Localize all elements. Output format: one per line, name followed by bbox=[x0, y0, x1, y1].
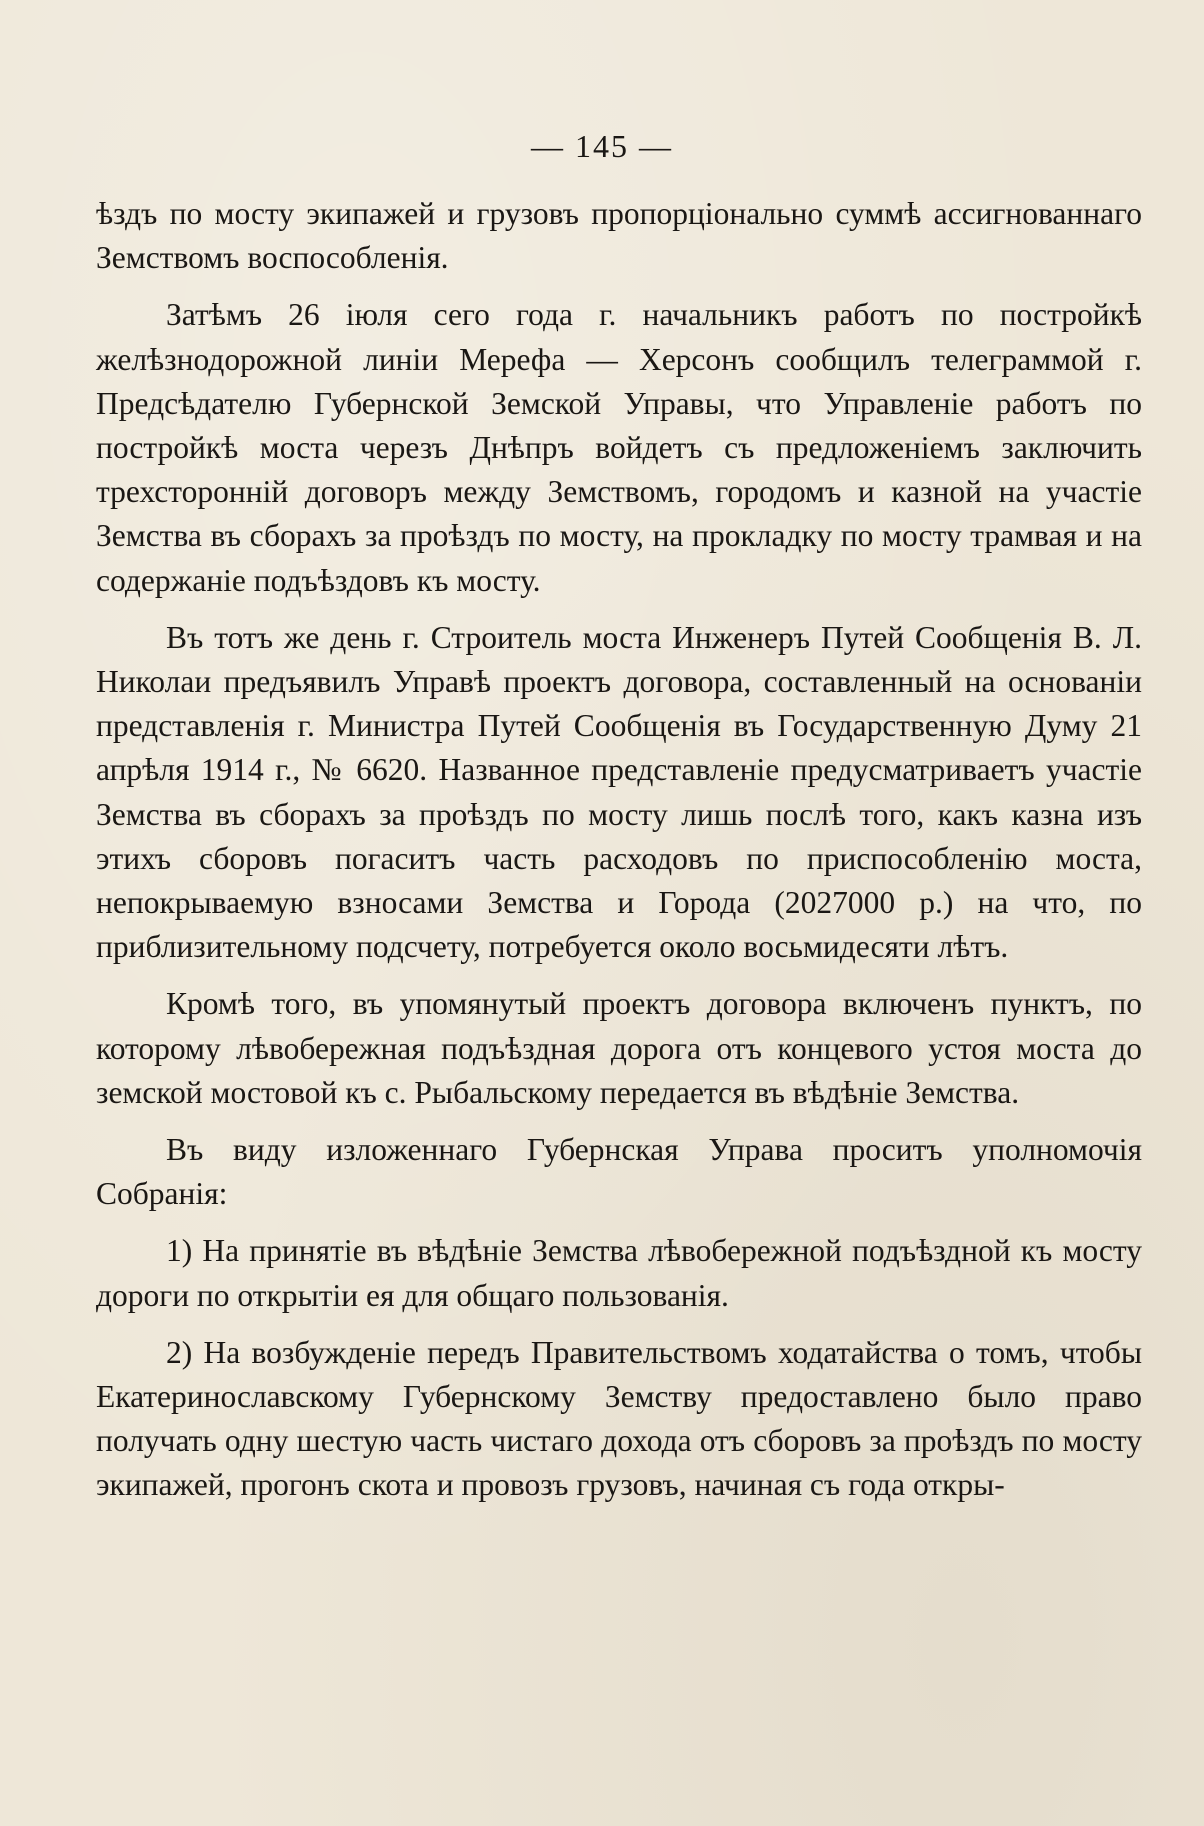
paragraph-request: Въ виду изложеннаго Губернская Управа проситъ уполномочія Собранія: bbox=[96, 1132, 1142, 1212]
paragraph-continuation: ѣздъ по мосту экипажей и грузовъ пропорціонально суммѣ ассигнованнаго Земствомъ воспособленія. bbox=[96, 196, 1142, 276]
paragraph-contract-draft: Въ тотъ же день г. Строитель моста Инженеръ Путей Сообщенія В. Л. Николаи предъявилъ Управѣ проектъ договора, составленный на основаніи представленія г. Министра Путей Сообщенія въ Государственную Думу 21 апрѣля 1914 г., № 6620. Названное представленіе предусматриваетъ участіе Земства въ сборахъ за проѣздъ по мосту лишь послѣ того, какъ казна изъ этихъ сборовъ погаситъ часть расходовъ по приспособленію моста, непокрываемую взносами Земства и Города (2027000 р.) на что, по приблизительному подсчету, потребуется около восьмидесяти лѣтъ. bbox=[96, 619, 1142, 965]
paragraph-item-1: 1) На принятіе въ вѣдѣніе Земства лѣвобережной подъѣздной къ мосту дороги по открытіи ея для общаго пользованія. bbox=[96, 1233, 1142, 1313]
page-number: — 145 — bbox=[531, 128, 673, 164]
paragraph-telegram: Затѣмъ 26 іюля сего года г. начальникъ работъ по постройкѣ желѣзнодорожной линіи Мерефа — Херсонъ сообщилъ телеграммой г. Предсѣдателю Губернской Земской Управы, что Управленіе работъ по постройкѣ моста черезъ Днѣпръ войдетъ съ предложеніемъ заключить трехсторонній договоръ между Земствомъ, городомъ и казной на участіе Земства въ сборахъ за проѣздъ по мосту, на прокладку по мосту трамвая и на содержаніе подъѣздовъ къ мосту. bbox=[96, 297, 1142, 598]
paragraph-access-road: Кромѣ того, въ упомянутый проектъ договора включенъ пунктъ, по которому лѣвобережная подъѣздная дорога отъ концевого устоя моста до земской мостовой къ с. Рыбальскому передается въ вѣдѣніе Земства. bbox=[96, 986, 1142, 1110]
paragraph-item-2: 2) На возбужденіе передъ Правительствомъ ходатайства о томъ, чтобы Екатеринославскому Губернскому Земству предоставлено было право получать одну шестую часть чистаго дохода отъ сборовъ за проѣздъ по мосту экипажей, прогонъ скота и провозъ грузовъ, начиная съ года откры- bbox=[96, 1334, 1142, 1503]
body-text bbox=[96, 192, 1142, 1508]
